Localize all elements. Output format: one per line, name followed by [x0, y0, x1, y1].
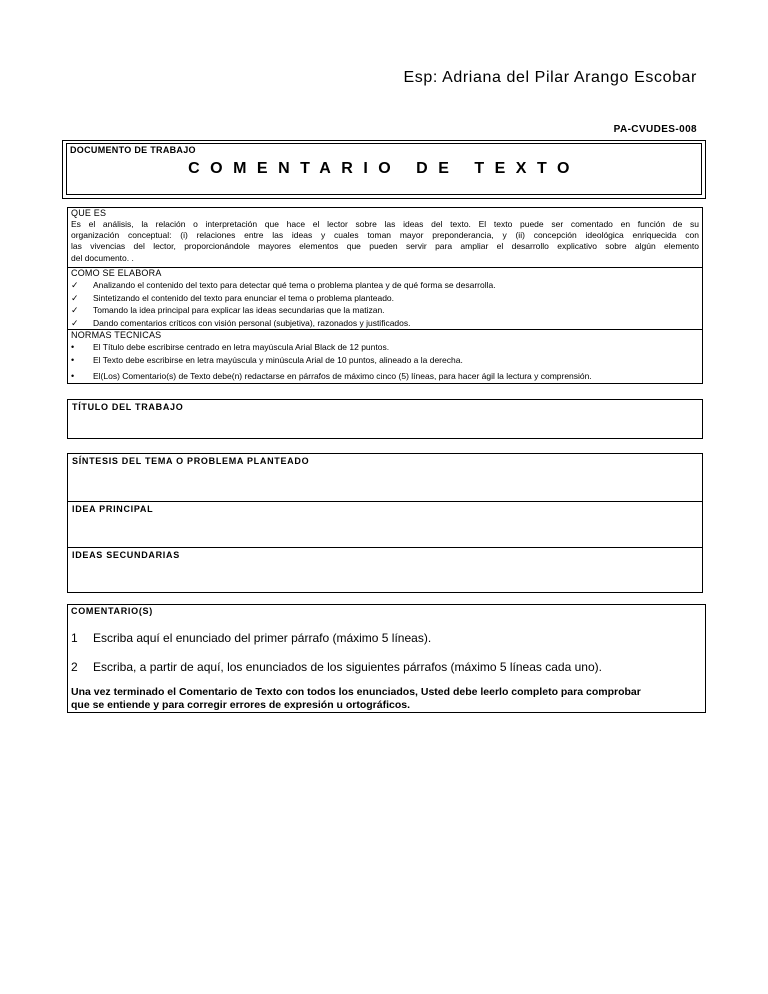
- que-es-line-1: Es el análisis, la relación o interpretación que hace el lector sobre las ideas del texto. El texto puede ser comentado en función de su: [71, 219, 699, 229]
- normas-heading: NORMAS TECNICAS: [71, 330, 162, 340]
- bullet-icon: •: [71, 342, 75, 352]
- document-type-label: DOCUMENTO DE TRABAJO: [70, 145, 196, 155]
- titulo-field[interactable]: [67, 399, 703, 439]
- bullet-icon: •: [71, 371, 75, 381]
- idea-principal-label: IDEA PRINCIPAL: [72, 504, 154, 514]
- instructions-box: [67, 207, 703, 384]
- que-es-line-4: del documento. .: [71, 252, 134, 263]
- check-icon: ✓: [71, 317, 79, 328]
- document-code: PA-CVUDES-008: [613, 124, 697, 135]
- check-icon: ✓: [71, 292, 79, 303]
- idea-principal-field[interactable]: [68, 501, 702, 548]
- list-item: • El Título debe escribirse centrado en letra mayúscula Arial Black de 12 puntos.: [71, 342, 390, 352]
- que-es-line-3: las vivencias del lector, proporcionándole mayores elementos que pueden servir para ampliar el desarrollo explicativo sobre algún elemento: [71, 241, 699, 252]
- list-item: ✓ Tomando la idea principal para explicar las ideas secundarias que la matizan.: [71, 305, 385, 315]
- bullet-icon: •: [71, 355, 75, 365]
- que-es-section: [68, 208, 702, 268]
- comentario-paragraph-1[interactable]: 1 Escriba aquí el enunciado del primer párrafo (máximo 5 líneas).: [71, 631, 432, 645]
- ideas-secundarias-label: IDEAS SECUNDARIAS: [72, 550, 180, 560]
- document-title: COMENTARIO DE TEXTO: [188, 160, 580, 177]
- list-item: ✓ Dando comentarios críticos con visión personal (subjetiva), razonados y justificados.: [71, 317, 411, 328]
- ideas-secundarias-field[interactable]: [68, 547, 702, 593]
- titulo-label: TÍTULO DEL TRABAJO: [72, 402, 184, 412]
- sintesis-label: SÍNTESIS DEL TEMA O PROBLEMA PLANTEADO: [72, 456, 310, 466]
- analysis-fields-group: [67, 453, 703, 593]
- normas-tecnicas-section: [68, 329, 702, 383]
- check-icon: ✓: [71, 280, 79, 290]
- list-item: ✓ Analizando el contenido del texto para detectar qué tema o problema plantea y de qué forma se desarrolla.: [71, 280, 496, 290]
- que-es-line-2: organización conceptual: (i) relaciones entre las ideas y cuales toman mayor preponderancia, y (ii) concepción ideológica enriquecida con: [71, 230, 699, 241]
- check-icon: ✓: [71, 305, 79, 315]
- list-item: • El Texto debe escribirse en letra mayúscula y minúscula Arial de 10 puntos, alineado a la derecha.: [71, 355, 463, 365]
- list-item: ✓ Sintetizando el contenido del texto para enunciar el tema o problema planteado.: [71, 292, 395, 303]
- comentarios-heading: COMENTARIO(S): [71, 606, 153, 616]
- como-se-elabora-section: [68, 267, 702, 330]
- que-es-heading: QUE ES: [71, 208, 107, 218]
- como-heading: COMO SE ELABORA: [71, 268, 162, 278]
- comentarios-box[interactable]: [67, 604, 706, 713]
- list-item: • El(Los) Comentario(s) de Texto debe(n) redactarse en párrafos de máximo cinco (5) líneas, para hacer ágil la lectura y comprensión.: [71, 367, 699, 385]
- sintesis-field[interactable]: [68, 454, 702, 501]
- author-name: Esp: Adriana del Pilar Arango Escobar: [403, 69, 697, 86]
- final-instruction: Una vez terminado el Comentario de Texto con todos los enunciados, Usted debe leerlo completo para comprobar que se entiende y para corregir errores de expresión u ortográficos.: [71, 686, 641, 711]
- comentario-paragraph-2[interactable]: 2 Escriba, a partir de aquí, los enunciados de los siguientes párrafos (máximo 5 líneas cada uno).: [71, 660, 602, 674]
